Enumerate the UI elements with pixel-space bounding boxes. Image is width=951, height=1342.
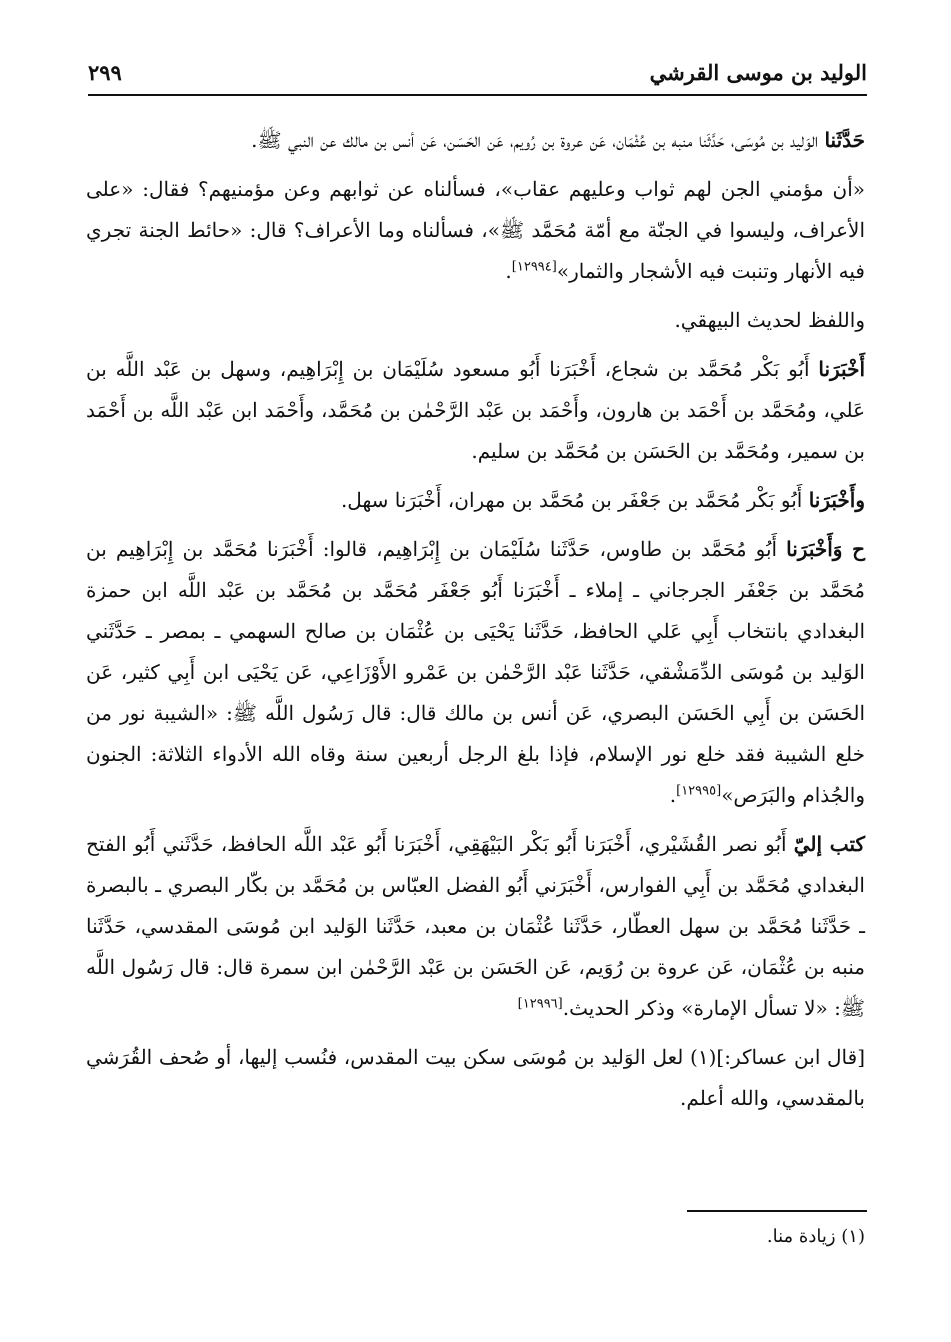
body-text bbox=[86, 120, 865, 1127]
paragraph-text: «أن مؤمني الجن لهم ثواب وعليهم عقاب»، فسألناه عن ثوابهم وعن مؤمنيهم؟ فقال: «على الأعراف، وليسوا في الجنّة مع أمّة مُحَمَّد ﷺ»، فسألناه وما الأعراف؟ قال: «حائط الجنة تجري فيه الأنهار وتنبت فيه الأشجار والثمار» bbox=[86, 177, 866, 283]
paragraph-text: أَبُو بَكْر مُحَمَّد بن جَعْفَر بن مُحَمَّد بن مهران، أَخْبَرَنا سهل. bbox=[340, 488, 809, 512]
footnote: (١) زيادة منا. bbox=[766, 1226, 865, 1247]
paragraph-text: أَبُو بَكْر مُحَمَّد بن شجاع، أَخْبَرَنا أَبُو مسعود سُلَيْمَان بن إِبْرَاهِيم، وسهل بن عَبْد اللَّه بن عَلي، ومُحَمَّد بن أَحْمَد بن هارون، وأَحْمَد بن عَبْد الرَّحْمٰن بن مُحَمَّد، وأَحْمَد ابن عَبْد اللَّه بن أَحْمَد بن سمير، ومُحَمَّد بن الحَسَن بن مُحَمَّد بن سليم. bbox=[86, 357, 865, 463]
isnad-lead: وأَخْبَرَنا bbox=[808, 488, 865, 512]
page-header bbox=[88, 56, 867, 96]
running-title: الوليد بن موسى القرشي bbox=[649, 60, 867, 85]
paragraph-text: أَبُو مُحَمَّد بن طاوس، حَدَّثَنا سُلَيْمَان بن إِبْرَاهِيم، قالوا: أَخْبَرَنا مُحَمَّد بن إِبْرَاهِيم بن مُحَمَّد بن جَعْفَر الجرجاني ـ إملاء ـ أَخْبَرَنا أَبُو جَعْفَر مُحَمَّد بن مُحَمَّد بن عَبْد اللَّه ابن حمزة البغدادي بانتخاب أَبِي عَلي الحافظ، حَدَّثَنا يَحْيَى بن عُثْمَان بن صالح السهمي ـ بمصر ـ حَدَّثَني الوَليد بن مُوسَى الدِّمَشْقي، حَدَّثَنا عَبْد الرَّحْمٰن بن عَمْرو الأَوْزَاعِي، عَن يَحْيَى ابن أَبِي كثير، عَن الحَسَن بن أَبِي الحَسَن البصري، عَن أنس بن مالك قال: قال رَسُول اللَّه ﷺ: «الشيبة نور من خلع الشيبة فقد خلع نور الإسلام، فإذا بلغ الرجل أربعين سنة وقاه الله الأدواء الثلاثة: الجنون والجُذام والبَرَص» bbox=[86, 537, 865, 807]
paragraph bbox=[86, 120, 865, 161]
isnad-lead: حَدَّثَنا bbox=[824, 128, 865, 152]
paragraph-text: [قال ابن عساكر:](١) لعل الوَليد بن مُوسَى سكن بيت المقدس، فنُسب إليها، أو صُحف القُرَشي بالمقدسي، والله أعلم. bbox=[86, 1045, 866, 1110]
paragraph bbox=[86, 480, 865, 521]
paragraph-text: واللفظ لحديث البيهقي. bbox=[674, 308, 865, 332]
isnad-lead: أَخْبَرَنا bbox=[818, 357, 865, 381]
paragraph bbox=[86, 300, 865, 341]
isnad-lead: ح وَأَخْبَرَنا bbox=[786, 537, 865, 561]
paragraph-text: الوَليد بن مُوسَى، حَدَّثَنا منبه بن عُثْمَان، عَن عروة بن رُويم، عَن الحَسَن، عَن أنس بن مالك عن النبي ﷺ. bbox=[251, 128, 825, 152]
page-number: ٢٩٩ bbox=[88, 60, 122, 85]
hadith-number: [١٢٩٩٤] bbox=[511, 259, 557, 275]
paragraph: «أن مؤمني الجن لهم ثواب وعليهم عقاب»، فسألناه عن ثوابهم وعن مؤمنيهم؟ فقال: «على الأعراف، وليسوا في الجنّة مع أمّة مُحَمَّد ﷺ»، فسألناه وما الأعراف؟ قال: «حائط الجنة تجري فيه الأنهار وتنبت فيه الأشجار والثمار»[١٢٩٩٤]. bbox=[86, 177, 866, 283]
paragraph: ح وَأَخْبَرَنا أَبُو مُحَمَّد بن طاوس، حَدَّثَنا سُلَيْمَان بن إِبْرَاهِيم، قالوا: أَخْبَرَنا مُحَمَّد بن إِبْرَاهِيم بن مُحَمَّد بن جَعْفَر الجرجاني ـ إملاء ـ أَخْبَرَنا أَبُو جَعْفَر مُحَمَّد بن مُحَمَّد بن عَبْد اللَّه ابن حمزة البغدادي بانتخاب أَبِي عَلي الحافظ، حَدَّثَنا يَحْيَى بن عُثْمَان بن صالح السهمي ـ بمصر ـ حَدَّثَني الوَليد بن مُوسَى الدِّمَشْقي، حَدَّثَنا عَبْد الرَّحْمٰن بن عَمْرو الأَوْزَاعِي، عَن يَحْيَى ابن أَبِي كثير، عَن الحَسَن بن أَبِي الحَسَن البصري، عَن أنس بن مالك قال: قال رَسُول اللَّه ﷺ: «الشيبة نور من خلع الشيبة فقد خلع نور الإسلام، فإذا بلغ الرجل أربعين سنة وقاه الله الأدواء الثلاثة: الجنون والجُذام والبَرَص»[١٢٩٩٥]. bbox=[86, 537, 865, 807]
paragraph bbox=[86, 1037, 865, 1119]
footnote-separator bbox=[687, 1210, 867, 1212]
hadith-number: [١٢٩٩٦] bbox=[517, 996, 563, 1012]
paragraph-text: أَبُو نصر القُشَيْري، أَخْبَرَنا أَبُو بَكْر البَيْهَقِي، أَخْبَرَنا أَبُو عَبْد اللَّه الحافظ، حَدَّثَني أَبُو الفتح البغدادي مُحَمَّد بن أَبِي الفوارس، أَخْبَرَني أَبُو الفضل العبّاس بن مُحَمَّد بن بكّار البصري ـ بالبصرة ـ حَدَّثَنا مُحَمَّد بن سهل العطّار، حَدَّثَنا عُثْمَان بن معبد، حَدَّثَنا الوَليد ابن مُوسَى المقدسي، حَدَّثَنا منبه بن عُثْمَان، عَن عروة بن رُوَيم، عَن الحَسَن بن عَبْد الرَّحْمٰن ابن سمرة قال: قال رَسُول اللَّه ﷺ: «لا تسأل الإمارة» وذكر الحديث. bbox=[86, 832, 865, 1020]
paragraph bbox=[86, 349, 865, 472]
paragraph bbox=[86, 824, 865, 1029]
hadith-number: [١٢٩٩٥] bbox=[676, 783, 722, 799]
isnad-lead: كتب إليّ bbox=[793, 832, 865, 856]
